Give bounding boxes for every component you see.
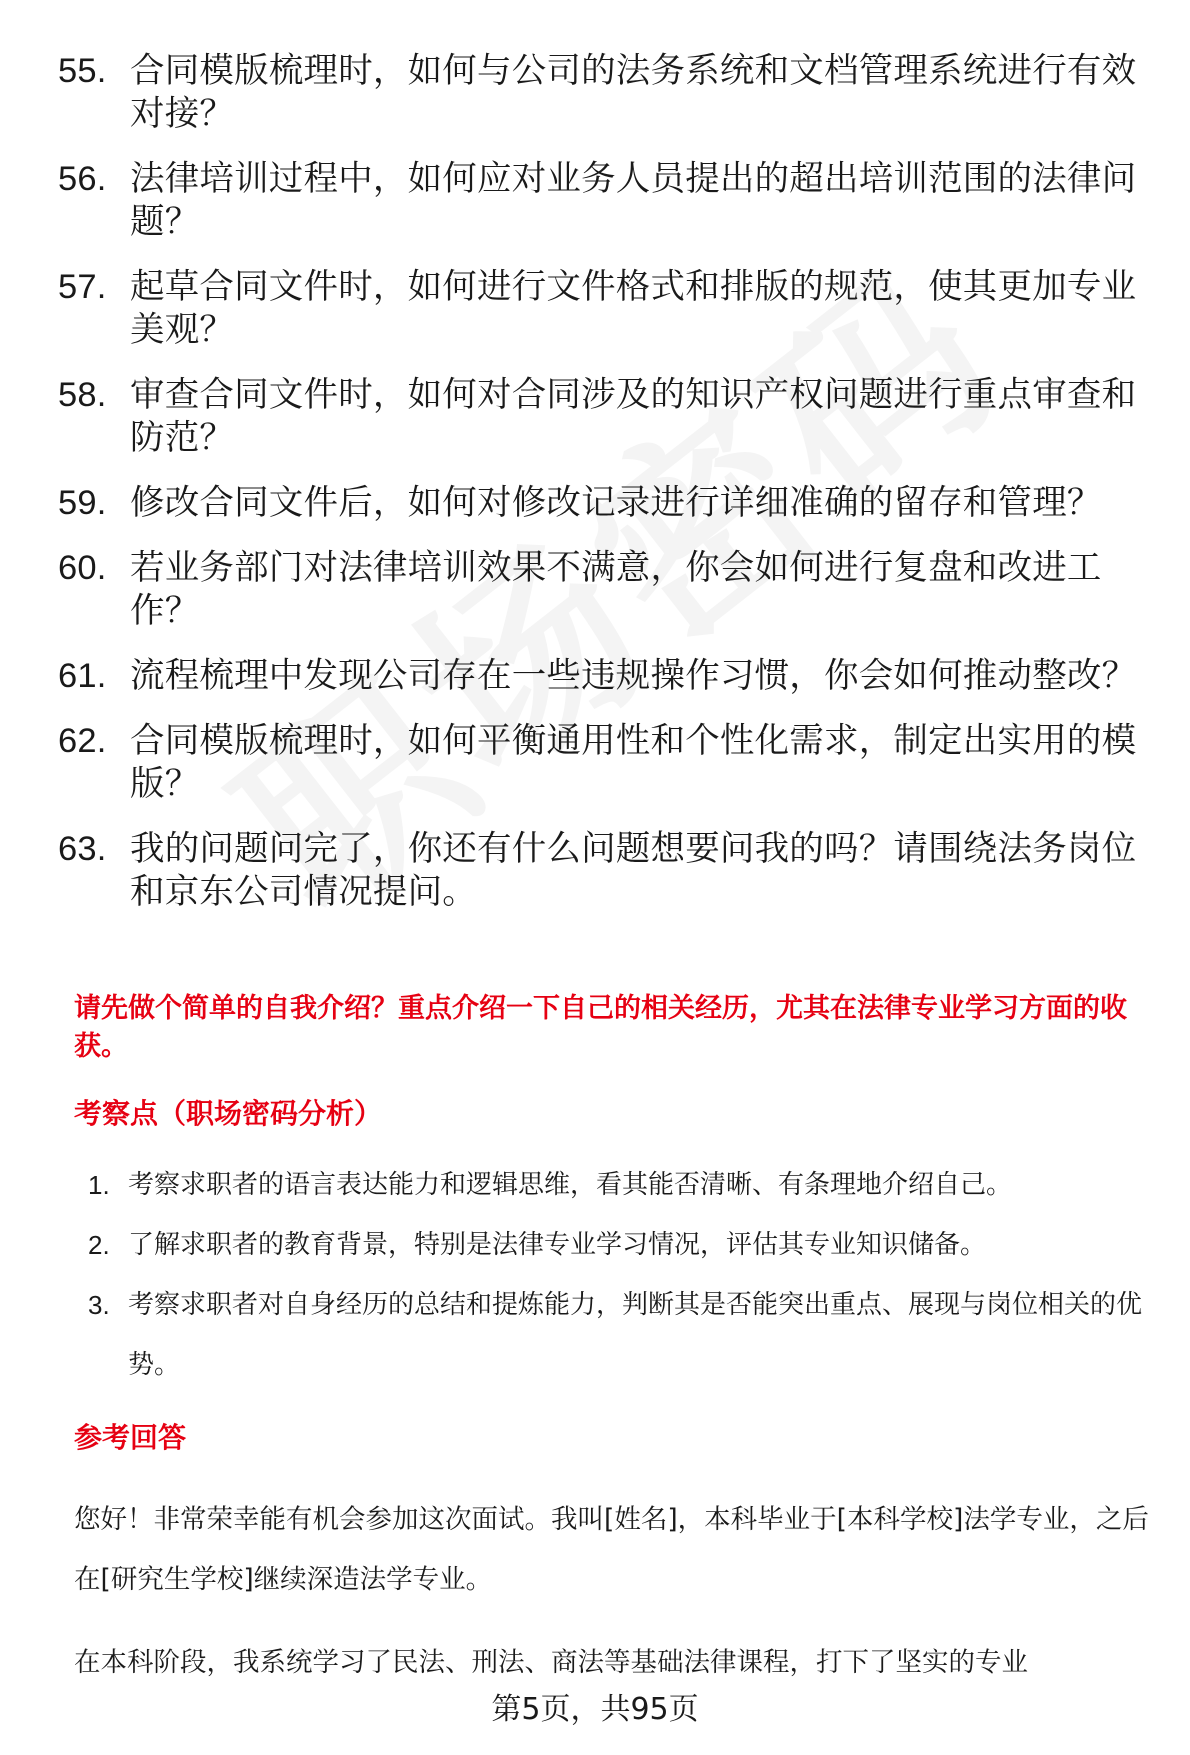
question-number: 60.: [58, 549, 107, 587]
answer-paragraph: 您好！非常荣幸能有机会参加这次面试。我叫[姓名]，本科毕业于[本科学校]法学专业，之后在[研究生学校]继续深造法学专业。: [74, 1504, 1149, 1595]
question-text: 合同模版梳理时，如何与公司的法务系统和文档管理系统进行有效对接？: [130, 51, 1137, 134]
question-number: 61.: [58, 657, 107, 695]
page-footer: 第5页，共95页: [491, 1692, 699, 1727]
analysis-text: 考察求职者的语言表达能力和逻辑思维，看其能否清晰、有条理地介绍自己。: [128, 1170, 1013, 1200]
question-item: [58, 655, 1148, 698]
question-text: 法律培训过程中，如何应对业务人员提出的超出培训范围的法律问题？: [130, 159, 1137, 242]
question-number: 58.: [58, 376, 107, 414]
question-number: 63.: [58, 830, 107, 868]
question-item: [58, 266, 1148, 352]
question-text: 合同模版梳理时，如何平衡通用性和个性化需求，制定出实用的模版？: [130, 721, 1137, 804]
question-item: [58, 158, 1148, 244]
question-number: 56.: [58, 160, 107, 198]
analysis-item: [88, 1275, 1158, 1395]
answer-heading: 参考回答: [74, 1421, 187, 1454]
answer-paragraph: 在本科阶段，我系统学习了民法、刑法、商法等基础法律课程，打下了坚实的专业: [74, 1647, 1028, 1678]
question-item: [58, 482, 1148, 525]
question-item: [58, 50, 1148, 136]
question-text: 流程梳理中发现公司存在一些违规操作习惯，你会如何推动整改？: [130, 656, 1137, 696]
question-text: 修改合同文件后，如何对修改记录进行详细准确的留存和管理？: [130, 483, 1102, 523]
question-text: 审查合同文件时，如何对合同涉及的知识产权问题进行重点审查和防范？: [130, 375, 1137, 458]
question-number: 62.: [58, 722, 107, 760]
question-item: [58, 374, 1148, 460]
analysis-item: [88, 1215, 1158, 1275]
analysis-number: 3.: [88, 1290, 110, 1320]
analysis-number: 1.: [88, 1170, 110, 1200]
question-text: 起草合同文件时，如何进行文件格式和排版的规范，使其更加专业美观？: [130, 267, 1137, 350]
question-number: 55.: [58, 52, 107, 90]
question-item: [58, 547, 1148, 633]
analysis-item: [88, 1155, 1158, 1215]
analysis-text: 考察求职者对自身经历的总结和提炼能力，判断其是否能突出重点、展现与岗位相关的优势。: [128, 1290, 1143, 1380]
question-text: 若业务部门对法律培训效果不满意，你会如何进行复盘和改进工作？: [130, 548, 1102, 631]
analysis-text: 了解求职者的教育背景，特别是法律专业学习情况，评估其专业知识储备。: [128, 1230, 987, 1260]
analysis-list: [88, 1155, 1158, 1395]
analysis-number: 2.: [88, 1230, 110, 1260]
question-text: 我的问题问完了，你还有什么问题想要问我的吗？请围绕法务岗位和京东公司情况提问。: [130, 829, 1137, 912]
interview-question-heading: 请先做个简单的自我介绍？重点介绍一下自己的相关经历，尤其在法律专业学习方面的收获。: [74, 993, 1127, 1062]
question-number: 57.: [58, 268, 107, 306]
analysis-heading: 考察点（职场密码分析）: [74, 1097, 383, 1130]
question-item: [58, 828, 1148, 914]
question-item: [58, 720, 1148, 806]
question-number: 59.: [58, 484, 107, 522]
question-list: [58, 50, 1148, 936]
